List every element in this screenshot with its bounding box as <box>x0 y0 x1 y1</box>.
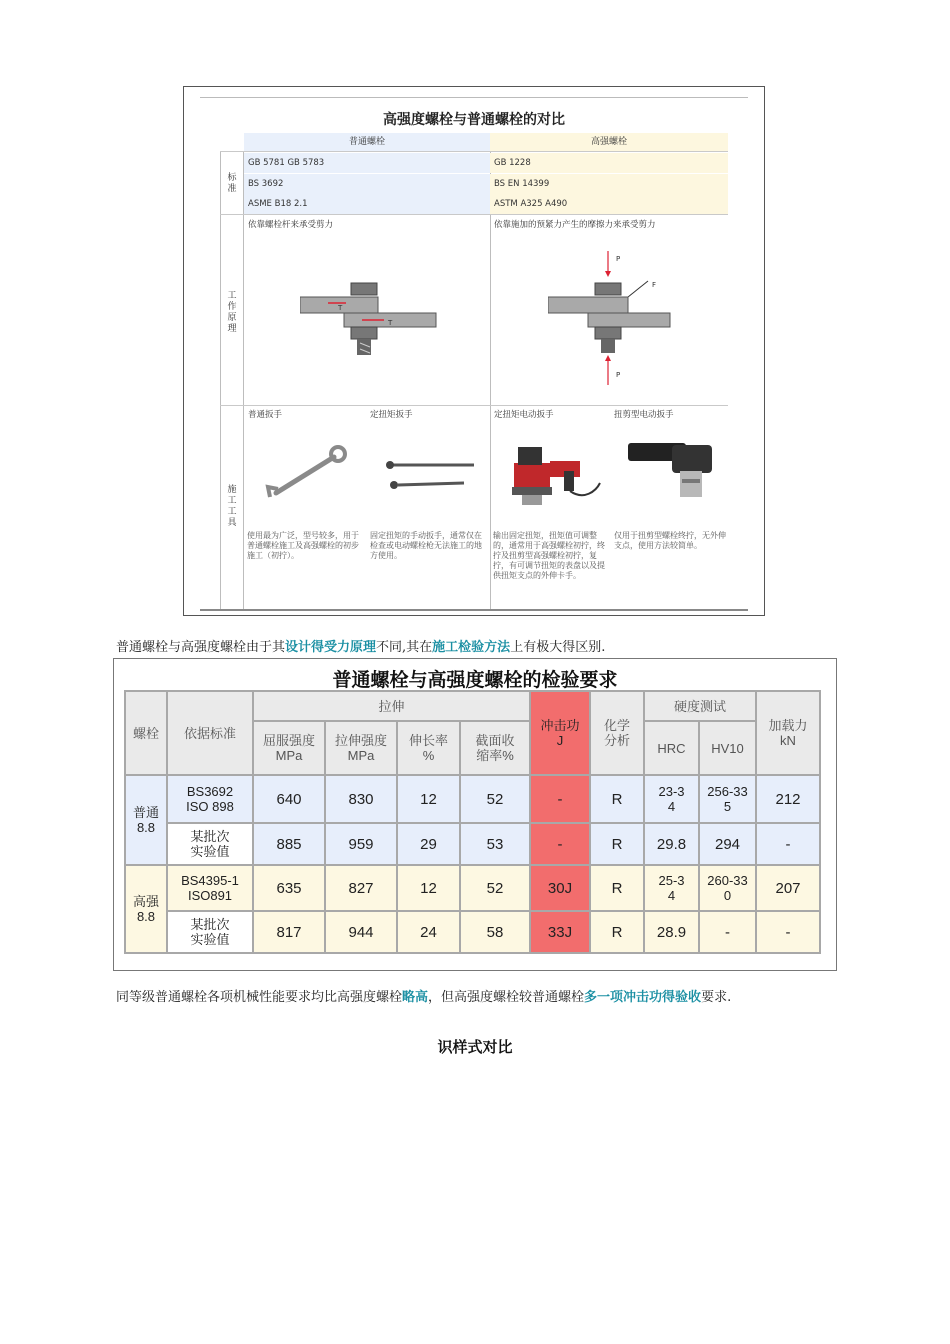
row-label-standard: 标准 <box>227 173 237 194</box>
std-high-2: BS EN 14399 <box>490 174 728 194</box>
group-label-normal: 普通 8.8 <box>125 775 167 865</box>
header-tensile: 拉伸 <box>253 691 530 721</box>
load-cell: 207 <box>756 865 820 911</box>
impact-cell: 33J <box>530 911 590 953</box>
yield-cell: 635 <box>253 865 325 911</box>
header-tensile-strength: 拉伸强度 MPa <box>325 721 397 775</box>
tool-name-3: 定扭矩电动扳手 <box>494 410 554 420</box>
std-normal-2: BS 3692 <box>244 174 490 194</box>
hv-cell: 260-33 0 <box>699 865 756 911</box>
hrc-cell: 28.9 <box>644 911 699 953</box>
normal-bolt-diagram <box>300 265 440 361</box>
tool-note-4: 仅用于扭剪型螺栓终拧，无外伸支点，使用方法较简单。 <box>614 531 726 550</box>
tool-note-2: 固定扭矩的手动扳手，通常仅在检查或电动螺栓枪无法施工的地方使用。 <box>370 531 482 560</box>
chem-cell: R <box>590 911 644 953</box>
principle-normal: 依靠螺栓杆来承受剪力 <box>248 220 334 230</box>
wrench-image <box>264 443 350 503</box>
header-hv10: HV10 <box>699 721 756 775</box>
elongation-cell: 29 <box>397 823 460 865</box>
section-heading: 识样式对比 <box>437 1038 513 1056</box>
shear-wrench-image <box>624 435 720 505</box>
divider <box>200 609 748 611</box>
impact-cell: - <box>530 823 590 865</box>
text: ，但高强度螺栓较普通螺栓 <box>428 990 585 1005</box>
reduction-cell: 53 <box>460 823 530 865</box>
header-impact: 冲击功 J <box>530 691 590 775</box>
header-hardness: 硬度测试 <box>644 691 756 721</box>
high-bolt-diagram <box>548 247 674 389</box>
header-yield: 屈服强度 MPa <box>253 721 325 775</box>
elongation-cell: 12 <box>397 775 460 823</box>
hrc-cell: 23-3 4 <box>644 775 699 823</box>
yield-cell: 885 <box>253 823 325 865</box>
std-high-1: GB 1228 <box>490 153 728 173</box>
yield-cell: 817 <box>253 911 325 953</box>
text: 普通螺栓与高强度螺栓由于其 <box>116 640 286 655</box>
highlight: 施工检验方法 <box>432 640 511 655</box>
figure-title: 普通螺栓与高强度螺栓的检验要求 <box>332 669 618 691</box>
force-label-t2: T <box>388 319 393 327</box>
tensile-cell: 959 <box>325 823 397 865</box>
impact-cell: - <box>530 775 590 823</box>
header-basis: 依据标准 <box>167 691 253 775</box>
std-high-3: ASTM A325 A490 <box>490 194 728 214</box>
col-header-normal: 普通螺栓 <box>244 133 490 151</box>
hv-cell: 256-33 5 <box>699 775 756 823</box>
load-cell: 212 <box>756 775 820 823</box>
reduction-cell: 52 <box>460 865 530 911</box>
header-hrc: HRC <box>644 721 699 775</box>
tensile-cell: 827 <box>325 865 397 911</box>
force-label-t1: T <box>338 304 343 312</box>
divider <box>200 97 748 98</box>
text: 上有极大得区别. <box>510 640 606 655</box>
chem-cell: R <box>590 823 644 865</box>
row-label-principle: 工作原理 <box>227 291 237 334</box>
header-elongation: 伸长率 % <box>397 721 460 775</box>
reduction-cell: 52 <box>460 775 530 823</box>
elongation-cell: 12 <box>397 865 460 911</box>
col-header-high: 高强螺栓 <box>490 133 728 151</box>
header-bolt: 螺栓 <box>125 691 167 775</box>
basis-cell: 某批次 实验值 <box>167 911 253 953</box>
tensile-cell: 944 <box>325 911 397 953</box>
bolt-comparison-figure <box>183 86 765 616</box>
highlight: 设计得受力原理 <box>285 640 377 655</box>
chem-cell: R <box>590 775 644 823</box>
electric-wrench-image <box>504 437 604 511</box>
load-cell: - <box>756 911 820 953</box>
tool-note-1: 使用最为广泛，型号较多，用于普通螺栓施工及高强螺栓的初步施工（初拧）。 <box>247 531 359 560</box>
tensile-cell: 830 <box>325 775 397 823</box>
load-cell: - <box>756 823 820 865</box>
header-reduction: 截面收 缩率% <box>460 721 530 775</box>
force-label-p-bottom: P <box>616 371 621 379</box>
hv-cell: 294 <box>699 823 756 865</box>
force-label-f: F <box>652 281 657 289</box>
highlight: 略高 <box>402 990 429 1005</box>
std-normal-3: ASME B18 2.1 <box>244 194 490 214</box>
paragraph-2 <box>116 985 836 1011</box>
basis-cell: BS4395-1 ISO891 <box>167 865 253 911</box>
impact-cell: 30J <box>530 865 590 911</box>
inspection-requirements-figure <box>113 658 837 971</box>
principle-high: 依靠施加的预紧力产生的摩擦力来承受剪力 <box>494 220 656 230</box>
tool-note-3: 输出固定扭矩，扭矩值可调整的，通常用于高强螺栓初拧，终拧及扭剪型高强螺栓初拧，复拧，有可调节扭矩的表盘以及提供扭矩支点的外伸卡手。 <box>493 531 605 580</box>
elongation-cell: 24 <box>397 911 460 953</box>
force-label-p-top: P <box>616 255 621 263</box>
basis-cell: 某批次 实验值 <box>167 823 253 865</box>
reduction-cell: 58 <box>460 911 530 953</box>
text: 不同,其在 <box>376 640 433 655</box>
figure-title: 高强度螺栓与普通螺栓的对比 <box>383 112 565 128</box>
text: 要求. <box>701 990 732 1005</box>
row-label-tools: 施工工具 <box>227 485 237 528</box>
grid-line <box>220 151 221 609</box>
hrc-cell: 29.8 <box>644 823 699 865</box>
basis-cell: BS3692 ISO 898 <box>167 775 253 823</box>
tool-name-4: 扭剪型电动扳手 <box>614 410 674 420</box>
chem-cell: R <box>590 865 644 911</box>
tool-name-1: 普通扳手 <box>248 410 283 420</box>
tool-name-2: 定扭矩扳手 <box>370 410 413 420</box>
std-normal-1: GB 5781 GB 5783 <box>244 153 490 173</box>
header-load: 加载力 kN <box>756 691 820 775</box>
highlight: 多一项冲击功得验收 <box>584 990 702 1005</box>
text: 同等级普通螺栓各项机械性能要求均比高强度螺栓 <box>116 990 403 1005</box>
grid-line <box>220 151 728 152</box>
header-chem: 化学 分析 <box>590 691 644 775</box>
hrc-cell: 25-3 4 <box>644 865 699 911</box>
torque-wrench-image <box>380 455 480 495</box>
inspection-table <box>124 690 821 954</box>
hv-cell: - <box>699 911 756 953</box>
group-label-high: 高强 8.8 <box>125 865 167 953</box>
yield-cell: 640 <box>253 775 325 823</box>
